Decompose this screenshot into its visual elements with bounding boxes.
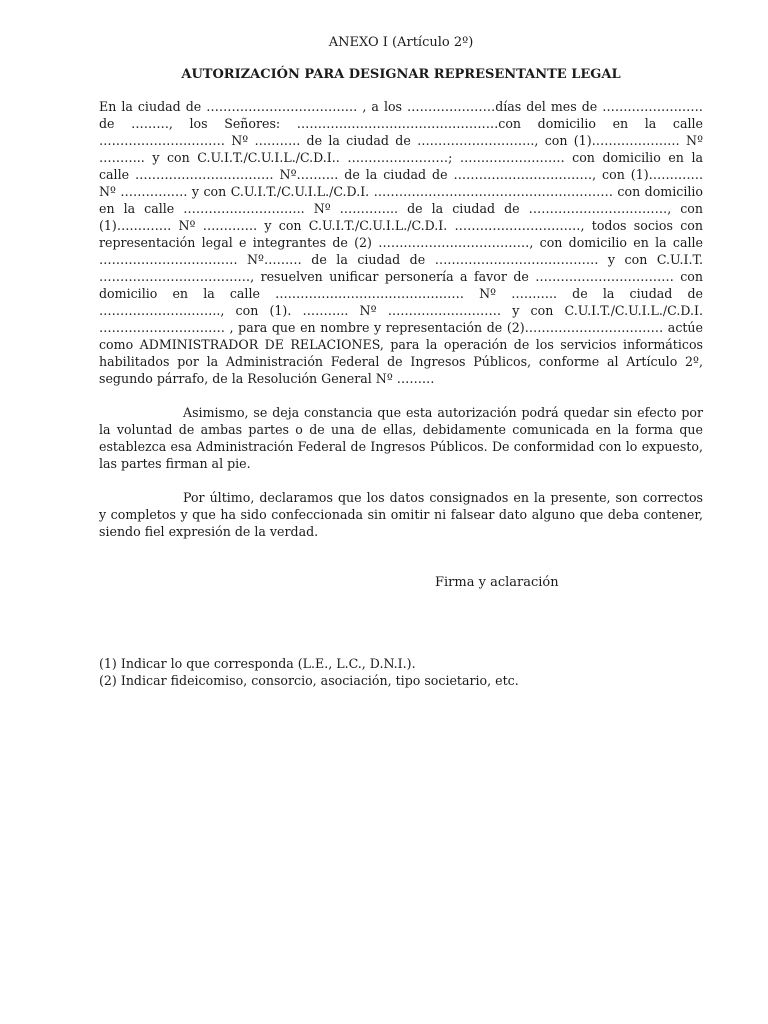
signature-label: Firma y aclaración	[435, 575, 559, 590]
annex-title: ANEXO I (Artículo 2º)	[328, 35, 474, 50]
authorization-paragraph: En la ciudad de ……………………………… , a los …………………días del mes de …………………… de ………, los Señores: …………………………………………con domicilio en la calle ………………………… Nº ……….. de la ciudad de ………………………., con (1)………………… Nº ……….. y con C.U.I.T./C.U.I.L./C.D.I.. ……………………; ……………………. con domicilio en la calle …………………………… Nº………. de la ciudad de ……………………………, con (1)…………. Nº ……………. y con C.U.I.T./C.U.I.L./C.D.I. ………………………………………………… con domicilio en la calle ……………………….. Nº ………….. de la ciudad de ……………………………, con (1)…………. Nº …………. y con C.U.I.T./C.U.I.L./C.D.I. …………………………, todos socios con representación legal e integrantes de (2) ………………………………, con domicilio en la calle …………………………… Nº……… de la ciudad de ………………………………… y con C.U.I.T. ………………………………, resuelven unificar personería a favor de …………………………… con domicilio en la calle ……………………………………… Nº ……….. de la ciudad de ……………………….., con (1). ……….. Nº ……………………… y con C.U.I.T./C.U.I.L./C.D.I. ………………………… , para que en nombre y representación de (2)…………………………… actúe como ADMINISTRADOR DE RELACIONES, para la operación de los servicios informáticos habilitados por la Administración Federal de Ingresos Públicos, conforme al Artículo 2º, segundo párrafo, de la Resolución General Nº ………	[99, 99, 703, 386]
footnotes	[99, 655, 703, 689]
footnote-2: (2) Indicar fideicomiso, consorcio, asociación, tipo societario, etc.	[99, 673, 519, 688]
footnote-1: (1) Indicar lo que corresponda (L.E., L.C., D.N.I.).	[99, 656, 416, 671]
declaration-paragraph: Por último, declaramos que los datos consignados en la presente, son correctos y completos y que ha sido confeccionada sin omitir ni falsear dato alguno que deba contener, siendo fiel expresión de la verdad.	[99, 490, 703, 539]
document-title: AUTORIZACIÓN PARA DESIGNAR REPRESENTANTE LEGAL	[181, 67, 621, 82]
document-page	[99, 34, 703, 689]
revocation-paragraph: Asimismo, se deja constancia que esta autorización podrá quedar sin efecto por la voluntad de ambas partes o de una de ellas, debidamente comunicada en la forma que establezca esa Administración Federal de Ingresos Públicos. De conformidad con lo expuesto, las partes firman al pie.	[99, 405, 703, 471]
